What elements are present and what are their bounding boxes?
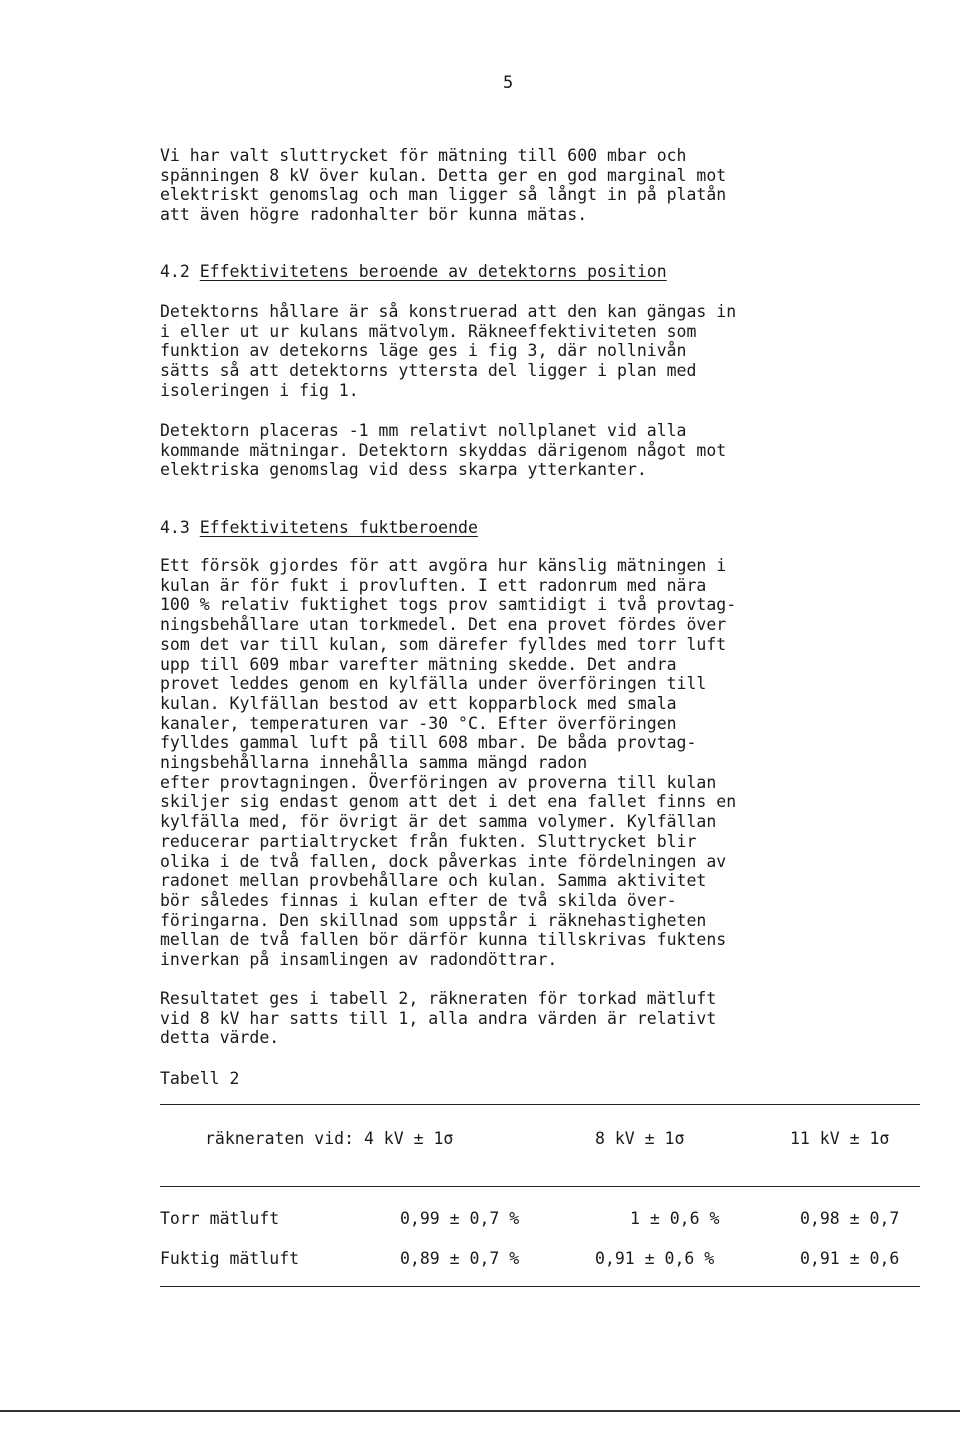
table-caption: Tabell 2 (160, 1069, 240, 1088)
section-heading-4-3 (160, 518, 478, 538)
paragraph-detector-placement: Detektorn placeras -1 mm relativt nollplanet vid alla kommande mätningar. Detektorn skyddas därigenom något mot elektriska genomslag vid dess skarpa ytterkanter. (160, 421, 727, 480)
table-header-4kv: räkneraten vid: 4 kV ± 1σ (205, 1129, 454, 1148)
table-cell-8kv: 0,91 ± 0,6 % (595, 1249, 715, 1268)
table-cell-11kv: 0,98 ± 0,7 (800, 1209, 900, 1228)
page-number: 5 (503, 73, 514, 93)
section-number: 4.3 (160, 518, 190, 537)
section-title: Effektivitetens fuktberoende (199, 518, 478, 537)
table-row-label: Torr mätluft (160, 1209, 280, 1228)
table-cell-4kv: 0,89 ± 0,7 % (400, 1249, 520, 1268)
table-header-rule (160, 1186, 920, 1187)
section-number: 4.2 (160, 262, 190, 281)
table-cell-4kv: 0,99 ± 0,7 % (400, 1209, 520, 1228)
page-bottom-rule (0, 1410, 960, 1412)
section-heading-4-2 (160, 262, 667, 282)
paragraph-measurement-settings: Vi har valt sluttrycket för mätning till 600 mbar och spänningen 8 kV över kulan. Detta ger en god marginal mot elektriskt genomslag och man ligger så långt in på platån att även högre radonhalter bör kunna mätas. (160, 146, 727, 225)
paragraph-results: Resultatet ges i tabell 2, räkneraten för torkad mätluft vid 8 kV har satts till 1, alla andra värden är relativt detta värde. (160, 989, 717, 1048)
section-title: Effektivitetens beroende av detektorns position (199, 262, 667, 281)
table-top-rule (160, 1104, 920, 1105)
paragraph-humidity-experiment: Ett försök gjordes för att avgöra hur känslig mätningen i kulan är för fukt i provluften. I ett radonrum med nära 100 % relativ fuktighet togs prov samtidigt i två provtag- ningsbehållare utan torkmedel. Det ena provet fördes över som det var till kulan, som därefer fylldes med torr luft upp till 609 mbar varefter mätning skedde. Det andra provet leddes genom en kylfälla under överföringen till kulan. Kylfällan bestod av ett kopparblock med smala kanaler, temperaturen var -30 °C. Efter överföringen fylldes gammal luft på till 608 mbar. De båda provtag- ningsbehållarna innehålla samma mängd radon efter provtagningen. Överföringen av proverna till kulan skiljer sig endast genom att det i det ena fallet finns en kylfälla med, för övrigt är det samma volymer. Kylfällan reducerar partialtrycket från fukten. Sluttrycket blir olika i de två fallen, dock påverkas inte fördelningen av radonet mellan provbehållare och kulan. Samma aktivitet bör således finnas i kulan efter de två skilda över- föringarna. Den skillnad som uppstår i räknehastigheten mellan de två fallen bör därför kunna tillskrivas fuktens inverkan på insamlingen av radondöttrar. (160, 556, 737, 970)
table-row-label: Fuktig mätluft (160, 1249, 300, 1268)
table-cell-11kv: 0,91 ± 0,6 (800, 1249, 900, 1268)
table-cell-8kv: 1 ± 0,6 % (630, 1209, 720, 1228)
table-bottom-rule (160, 1286, 920, 1287)
paragraph-detector-holder: Detektorns hållare är så konstruerad att den kan gängas in i eller ut ur kulans mätvolym. Räkneeffektiviteten som funktion av detekorns läge ges i fig 3, där nollnivån sätts så att detektorns yttersta del ligger i plan med isoleringen i fig 1. (160, 302, 737, 400)
table-header-8kv: 8 kV ± 1σ (595, 1129, 685, 1148)
table-header-11kv: 11 kV ± 1σ (790, 1129, 890, 1148)
